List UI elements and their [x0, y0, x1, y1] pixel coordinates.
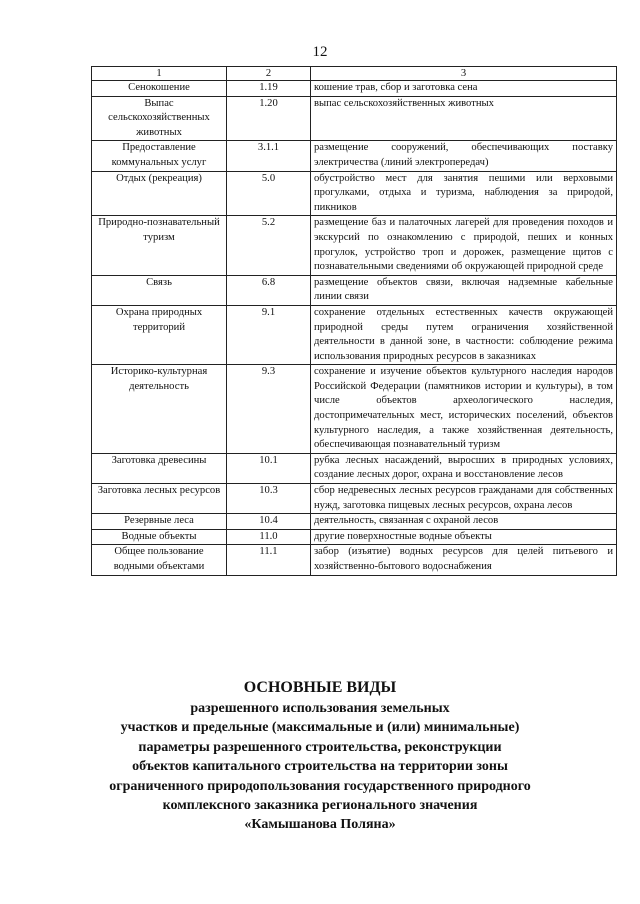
use-name-cell: Заготовка древесины: [92, 453, 227, 483]
use-name-cell: Выпас сельскохозяйственных животных: [92, 96, 227, 141]
section-heading-line: участков и предельные (максимальные и (или) минимальные): [120, 720, 520, 736]
section-heading-line: «Камышанова Поляна»: [244, 817, 396, 833]
use-description-cell: кошение трав, сбор и заготовка сена: [311, 81, 617, 97]
use-description-cell: выпас сельскохозяйственных животных: [311, 96, 617, 141]
table-row: [92, 141, 617, 171]
use-name-cell: Заготовка лесных ресурсов: [92, 484, 227, 514]
column-header-2: 2: [227, 67, 311, 81]
column-header-1: 1: [92, 67, 227, 81]
table-row: [92, 514, 617, 530]
land-use-table: [91, 66, 617, 576]
use-description-cell: сохранение и изучение объектов культурного наследия народов Российской Федерации (памятников истории и культуры), в том числе объектов археологического наследия, достопримечательных мест, исторических поселений, объектов культурного наследия, а также хозяйственная деятельность, обеспечивающая познавательный туризм: [311, 365, 617, 454]
use-code-cell: 5.0: [227, 171, 311, 216]
table-row: [92, 96, 617, 141]
use-name-cell: Природно-познавательный туризм: [92, 216, 227, 275]
use-description-cell: размещение баз и палаточных лагерей для проведения походов и экскурсий по ознакомлению с природой, пеших и конных прогулок, устройство троп и дорожек, размещение щитов с познавательными сведениями об окружающей природной среде: [311, 216, 617, 275]
section-heading-line: разрешенного использования земельных: [190, 701, 450, 716]
use-name-cell: Связь: [92, 275, 227, 305]
section-heading-line: параметры разрешенного строительства, реконструкции: [138, 739, 502, 755]
use-code-cell: 9.1: [227, 305, 311, 364]
section-heading-line: ограниченного природопользования государственного природного: [109, 778, 531, 794]
use-code-cell: 10.3: [227, 484, 311, 514]
use-code-cell: 6.8: [227, 275, 311, 305]
table-row: [92, 545, 617, 575]
use-description-cell: сохранение отдельных естественных качеств окружающей природной среды путем ограничения хозяйственной деятельности в данной зоне, в частности: соблюдение режима использования природных ресурсов в заказниках: [311, 305, 617, 364]
use-description-cell: забор (изъятие) водных ресурсов для целей питьевого и хозяйственно-бытового водоснабжения: [311, 545, 617, 575]
use-name-cell: Охрана природных территорий: [92, 305, 227, 364]
page-number: 12: [312, 44, 328, 60]
table-row: [92, 171, 617, 216]
use-code-cell: 1.19: [227, 81, 311, 97]
use-description-cell: размещение сооружений, обеспечивающих поставку электричества (линий электропередач): [311, 141, 617, 171]
section-heading-line: объектов капитального строительства на территории зоны: [132, 759, 508, 775]
table-row: [92, 275, 617, 305]
use-name-cell: Отдых (рекреация): [92, 171, 227, 216]
use-description-cell: другие поверхностные водные объекты: [311, 529, 617, 545]
use-name-cell: Историко-культурная деятельность: [92, 365, 227, 454]
table-row: [92, 216, 617, 275]
use-code-cell: 11.1: [227, 545, 311, 575]
use-code-cell: 10.4: [227, 514, 311, 530]
table-row: [92, 529, 617, 545]
use-code-cell: 9.3: [227, 365, 311, 454]
use-description-cell: размещение объектов связи, включая надземные кабельные линии связи: [311, 275, 617, 305]
use-code-cell: 3.1.1: [227, 141, 311, 171]
use-name-cell: Общее пользование водными объектами: [92, 545, 227, 575]
use-description-cell: деятельность, связанная с охраной лесов: [311, 514, 617, 530]
section-heading: [0, 677, 640, 835]
use-name-cell: Предоставление коммунальных услуг: [92, 141, 227, 171]
table-row: [92, 453, 617, 483]
use-name-cell: Водные объекты: [92, 529, 227, 545]
table-row: [92, 484, 617, 514]
use-code-cell: 1.20: [227, 96, 311, 141]
column-header-3: 3: [311, 67, 617, 81]
table-row: [92, 305, 617, 364]
table-row: [92, 365, 617, 454]
section-heading-title: ОСНОВНЫЕ ВИДЫ: [243, 679, 397, 696]
use-description-cell: обустройство мест для занятия пешими или верховыми прогулками, отдыха и туризма, наблюдения за природой, пикников: [311, 171, 617, 216]
use-description-cell: рубка лесных насаждений, выросших в природных условиях, создание лесных дорог, охрана и восстановление лесов: [311, 453, 617, 483]
use-name-cell: Сенокошение: [92, 81, 227, 97]
use-description-cell: сбор недревесных лесных ресурсов гражданами для собственных нужд, заготовка пищевых лесных ресурсов, охрана лесов: [311, 484, 617, 514]
use-code-cell: 11.0: [227, 529, 311, 545]
use-code-cell: 10.1: [227, 453, 311, 483]
use-name-cell: Резервные леса: [92, 514, 227, 530]
use-code-cell: 5.2: [227, 216, 311, 275]
table-header-row: [92, 67, 617, 81]
table-row: [92, 81, 617, 97]
section-heading-line: комплексного заказника регионального значения: [162, 798, 478, 814]
